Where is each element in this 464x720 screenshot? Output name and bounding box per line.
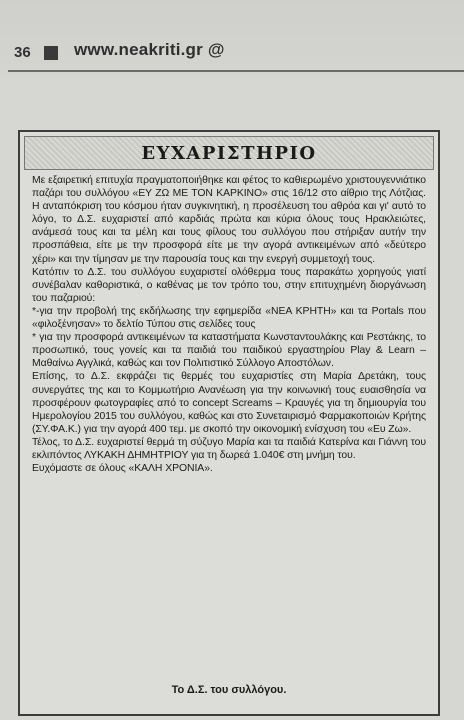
site-url: www.neakriti.gr @ bbox=[74, 40, 225, 59]
notice-title: ΕΥΧΑΡΙΣΤΗΡΙΟ bbox=[141, 142, 317, 164]
header-divider bbox=[8, 70, 464, 72]
notice-body bbox=[32, 174, 426, 475]
notice-paragraph: * για την προσφορά αντικειμένων τα καταστήματα Κωνσταντουλάκης και Ρεστάκης, το προσωπικό, τους γονείς και τα παιδιά του παιδικού εργαστηρίου Play & Learn – Μαθαίνω Αγγλικά, καθώς και τον Πολιτιστικό Σύλλογο Αποστόλων. bbox=[32, 332, 426, 370]
notice-paragraph: Επίσης, το Δ.Σ. εκφράζει τις θερμές του ευχαριστίες στη Μαρία Δρετάκη, τους συνεργάτες της και το Κομμωτήριο Ανανέωση για την κοινωνική τους ευαισθησία να προσφέρουν φωτογραφίες από το concept Screams – Κραυγές για τη δημιουργία του Ημερολογίου 2015 του συλλόγου, καθώς και στο Συνεταιρισμό Φαρμακοποιών Κρήτης (ΣΥ.ΦΑ.Κ.) για την αγορά 400 τεμ. με σκοπό την οικονομική ενίσχυση του «Ευ Ζω». bbox=[32, 371, 426, 435]
thank-you-notice bbox=[18, 130, 440, 716]
notice-title-bar bbox=[24, 136, 434, 170]
notice-paragraph: Κατόπιν το Δ.Σ. του συλλόγου ευχαριστεί ολόθερμα τους παρακάτω χορηγούς γιατί συνέβαλαν καθοριστικά, ο καθένας με τον τρόπο του, στην επιτυχημένη διοργάνωση του παζαριού: bbox=[32, 266, 426, 304]
square-bullet-icon bbox=[44, 46, 58, 60]
page-header bbox=[0, 0, 464, 75]
notice-paragraph: *-για την προβολή της εκδήλωσης την εφημερίδα «ΝΕΑ ΚΡΗΤΗ» και τα Portals που «φιλοξένησαν» το δελτίο Τύπου στις σελίδες τους bbox=[32, 305, 426, 331]
notice-paragraph: Με εξαιρετική επιτυχία πραγματοποιήθηκε και φέτος το καθιερωμένο χριστουγεννιάτικο παζάρι του συλλόγου «ΕΥ ΖΩ ΜΕ ΤΟΝ ΚΑΡΚΙΝΟ» στις 16/12 στο αίθριο της Λότζιας. Η ανταπόκριση του κόσμου ήταν συγκινητική, η προσέλευση του αθρόα και γι' αυτό το λόγο, το Δ.Σ. ευχαριστεί από καρδιάς πρώτα και κύρια όλους τους Ηρακλειώτες, ανάμεσά τους και τα μέλη και τους φίλους του συλλόγου που στήριξαν αυτήν την προσπάθεια, είτε με την προσφορά είτε με την αγορά αντικειμένων από «δεύτερο χέρι» και την τίμησαν με την παρουσία τους και την ενεργή συμμετοχή τους. bbox=[32, 175, 426, 265]
notice-signature: Το Δ.Σ. του συλλόγου. bbox=[171, 684, 287, 696]
notice-paragraph: Ευχόμαστε σε όλους «ΚΑΛΗ ΧΡΟΝΙΑ». bbox=[32, 463, 213, 475]
notice-paragraph: Τέλος, το Δ.Σ. ευχαριστεί θερμά τη σύζυγο Μαρία και τα παιδιά Κατερίνα και Γιάννη του εκλιπόντος ΛΥΚΑΚΗ ΔΗΜΗΤΡΙΟΥ για τη δωρεά 1.040€ στη μνήμη του. bbox=[32, 436, 426, 461]
page-number: 36 bbox=[14, 44, 31, 61]
